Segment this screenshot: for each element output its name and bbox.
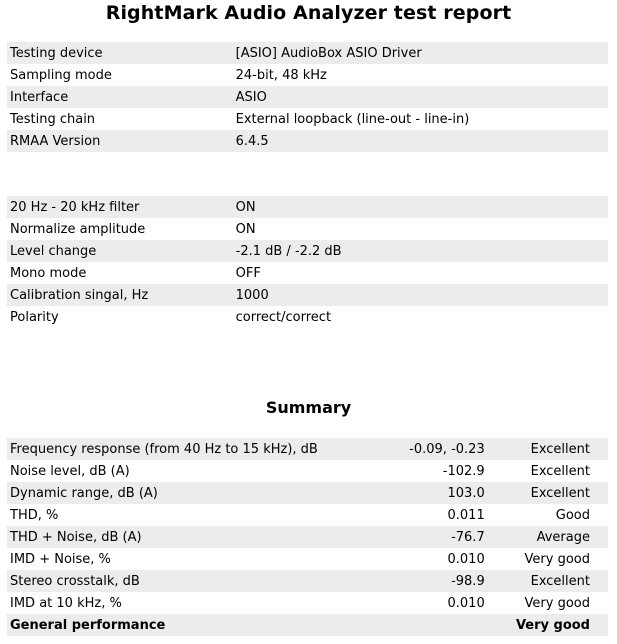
row-value: ASIO: [233, 86, 608, 108]
row-label: 20 Hz - 20 kHz filter: [7, 196, 233, 218]
metric-rating: Excellent: [500, 438, 608, 460]
table-row: [7, 504, 608, 526]
table-row: [7, 86, 608, 108]
general-performance-row: [7, 614, 608, 636]
row-value: correct/correct: [235, 309, 332, 325]
table-row: [7, 460, 608, 482]
table-row: [7, 592, 608, 614]
table-row: [7, 482, 608, 504]
general-performance-label: General performance: [7, 614, 378, 636]
row-label: Calibration singal, Hz: [7, 284, 233, 306]
metric-value: 103.0: [378, 482, 500, 504]
row-value: 24-bit, 48 kHz: [235, 67, 327, 83]
metric-label: IMD + Noise, %: [10, 551, 111, 567]
table-row: [7, 196, 608, 218]
row-value: OFF: [235, 265, 261, 281]
table-row: [7, 218, 608, 240]
table-row: [7, 306, 608, 328]
table-row: [7, 262, 608, 284]
metric-label: Dynamic range, dB (A): [7, 482, 378, 504]
row-label: RMAA Version: [7, 130, 233, 152]
row-label: Testing device: [7, 42, 233, 64]
table-row: [7, 240, 608, 262]
metric-rating: Excellent: [500, 570, 608, 592]
metric-rating: Excellent: [530, 463, 590, 479]
row-value: 6.4.5: [233, 130, 608, 152]
metric-label: THD + Noise, dB (A): [7, 526, 378, 548]
metric-label: IMD at 10 kHz, %: [10, 595, 122, 611]
metric-label: Stereo crosstalk, dB: [7, 570, 378, 592]
metric-value: 0.010: [447, 551, 485, 567]
table-row: [7, 64, 608, 86]
row-label: Testing chain: [10, 111, 96, 127]
metric-label: Frequency response (from 40 Hz to 15 kHz), dB: [7, 438, 378, 460]
settings-table: [7, 196, 608, 328]
row-value: 1000: [233, 284, 608, 306]
summary-table: [7, 438, 608, 636]
table-row: [7, 108, 608, 130]
report-title: RightMark Audio Analyzer test report: [105, 2, 512, 24]
row-value: -2.1 dB / -2.2 dB: [233, 240, 608, 262]
table-row: [7, 438, 608, 460]
row-label: Interface: [7, 86, 233, 108]
table-row: [7, 130, 608, 152]
metric-rating: Very good: [524, 551, 590, 567]
metric-value: -98.9: [378, 570, 500, 592]
metric-rating: Excellent: [500, 482, 608, 504]
metric-value: -0.09, -0.23: [378, 438, 500, 460]
table-row: [7, 284, 608, 306]
row-label: Mono mode: [10, 265, 87, 281]
row-value: External loopback (line-out - line-in): [235, 111, 470, 127]
table-row: [7, 526, 608, 548]
metric-value: 0.010: [447, 595, 485, 611]
row-value: ON: [233, 196, 608, 218]
metric-rating: Good: [555, 507, 590, 523]
metric-value: -76.7: [378, 526, 500, 548]
row-value: ON: [235, 221, 256, 237]
metric-value: 0.011: [447, 507, 485, 523]
row-label: Level change: [7, 240, 233, 262]
table-row: [7, 42, 608, 64]
row-label: Polarity: [10, 309, 59, 325]
metric-rating: Very good: [524, 595, 590, 611]
metric-rating: Average: [500, 526, 608, 548]
table-row: [7, 548, 608, 570]
general-performance-value: [378, 614, 500, 636]
row-label: Normalize amplitude: [10, 221, 146, 237]
metric-label: THD, %: [10, 507, 59, 523]
general-performance-rating: Very good: [500, 614, 608, 636]
metric-value: -102.9: [442, 463, 485, 479]
summary-title: Summary: [265, 398, 352, 417]
row-label: Sampling mode: [10, 67, 112, 83]
row-value: [ASIO] AudioBox ASIO Driver: [233, 42, 608, 64]
device-info-table: [7, 42, 608, 152]
metric-label: Noise level, dB (A): [10, 463, 130, 479]
table-row: [7, 570, 608, 592]
